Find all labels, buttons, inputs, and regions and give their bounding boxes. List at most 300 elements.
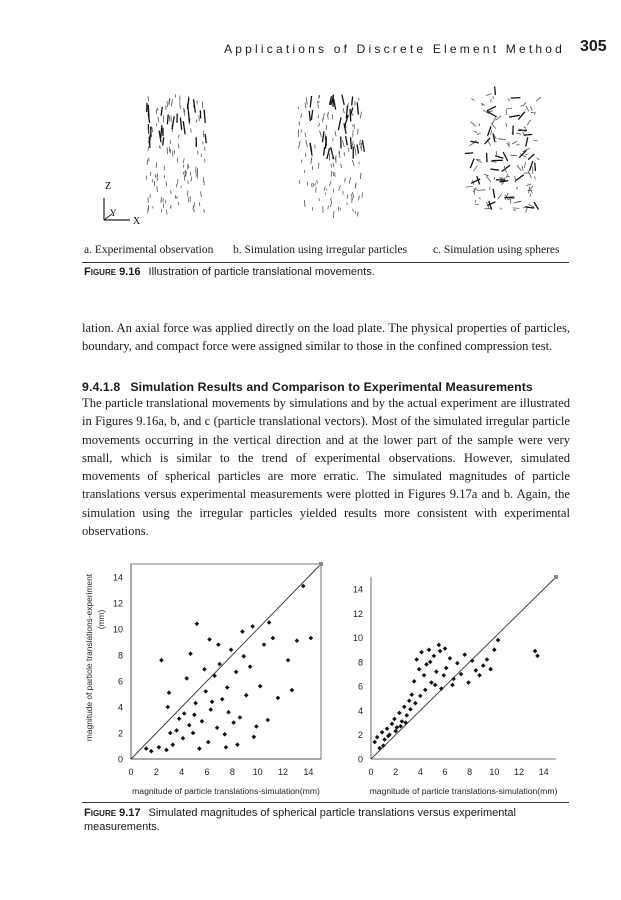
vector-arrow <box>170 140 171 144</box>
vector-arrow <box>148 147 149 151</box>
vector-arrow <box>317 180 318 183</box>
y-axis-title: magnitude of particle translations-experiment <box>84 573 94 742</box>
data-point <box>168 731 173 736</box>
vector-arrow <box>487 106 496 111</box>
vector-arrow <box>489 186 490 190</box>
y-axis-unit: (mm) <box>96 609 106 630</box>
vector-arrow <box>171 190 172 194</box>
figure-9-16-label: Figure 9.16 <box>84 266 141 278</box>
x-tick-label: 10 <box>489 767 500 777</box>
vector-arrow <box>358 196 359 201</box>
y-tick-label: 4 <box>357 705 363 716</box>
vector-arrow <box>194 202 195 207</box>
vector-arrow <box>301 130 302 133</box>
data-point <box>266 718 271 723</box>
vector-arrow <box>338 118 341 131</box>
vector-arrow <box>319 123 320 127</box>
vector-arrow <box>348 148 349 152</box>
vector-arrow <box>487 202 495 206</box>
vector-arrow <box>311 110 312 120</box>
vector-arrow <box>340 208 341 211</box>
data-point <box>455 661 460 666</box>
vector-arrow <box>342 140 344 147</box>
vector-arrow <box>196 119 197 122</box>
data-point <box>418 694 423 699</box>
data-point <box>437 643 442 648</box>
vector-arrow <box>511 98 521 99</box>
vector-arrow <box>155 174 156 178</box>
data-point <box>390 722 395 727</box>
data-point <box>149 749 154 754</box>
vector-arrow <box>466 187 473 188</box>
vector-arrow <box>524 135 533 136</box>
data-point <box>429 680 434 685</box>
x-axis-label: X <box>133 216 141 227</box>
y-tick-label: 2 <box>117 728 123 739</box>
vector-arrow <box>299 180 300 184</box>
data-point <box>496 638 501 643</box>
figure-9-16-rule <box>82 262 569 263</box>
vector-arrow <box>311 183 312 187</box>
data-point <box>267 620 272 625</box>
vector-arrow <box>530 106 532 111</box>
vector-arrow <box>170 149 171 153</box>
x-tick-label: 8 <box>229 767 235 777</box>
y-tick-label: 6 <box>117 676 123 687</box>
data-point <box>403 720 408 725</box>
vector-arrow <box>199 115 200 121</box>
data-point <box>262 642 267 647</box>
data-point <box>224 745 229 750</box>
data-point <box>195 622 200 627</box>
vector-arrow <box>189 113 190 123</box>
vector-arrow <box>335 131 336 137</box>
vector-arrow <box>148 105 149 117</box>
data-point <box>191 731 196 736</box>
vector-arrow <box>471 98 474 100</box>
vector-arrow <box>324 147 325 156</box>
data-point <box>258 684 263 689</box>
caption-b: b. Simulation using irregular particles <box>233 244 408 256</box>
section-heading <box>82 380 533 394</box>
x-tick-label: 2 <box>153 767 159 777</box>
vector-arrow <box>490 169 499 170</box>
y-axis-label: Y <box>110 208 117 218</box>
data-point <box>434 669 439 674</box>
vector-arrow <box>183 121 185 134</box>
vector-arrow <box>354 144 356 151</box>
vector-arrow <box>491 123 496 128</box>
data-point <box>535 654 540 659</box>
data-point <box>226 710 231 715</box>
data-point <box>433 683 438 688</box>
vector-arrow <box>351 137 352 149</box>
vector-arrow <box>346 136 348 145</box>
vector-arrow <box>333 172 334 176</box>
vector-arrow <box>524 126 526 128</box>
data-point <box>182 711 187 716</box>
data-point <box>385 726 390 731</box>
vector-arrow <box>156 162 157 168</box>
vector-arrow <box>180 117 181 130</box>
data-point <box>286 658 291 663</box>
vector-arrow <box>474 165 478 171</box>
vector-arrow <box>522 166 523 171</box>
vector-arrow <box>498 194 502 198</box>
vector-arrow <box>529 186 530 193</box>
figure-9-17-charts <box>0 555 621 805</box>
vector-arrow <box>520 105 524 106</box>
vector-arrow <box>343 108 344 113</box>
data-point <box>392 717 397 722</box>
data-point <box>215 726 220 731</box>
vector-arrow <box>161 197 162 203</box>
vector-arrow <box>486 94 492 96</box>
data-point <box>492 648 497 653</box>
vector-arrow <box>330 205 331 208</box>
x-tick-label: 14 <box>303 767 314 777</box>
y-tick-label: 10 <box>352 633 363 644</box>
vector-arrow <box>180 102 181 109</box>
vector-arrow <box>163 115 164 122</box>
vector-arrow <box>527 120 531 125</box>
vector-arrow <box>313 183 314 187</box>
data-point <box>422 673 427 678</box>
data-point <box>309 636 314 641</box>
figure-9-16-caption-text: Illustration of particle translational movements. <box>148 266 375 278</box>
reference-line-end <box>319 562 323 566</box>
figure-9-17-caption <box>84 806 554 834</box>
data-point <box>188 651 193 656</box>
data-point <box>200 719 205 724</box>
vector-arrow <box>475 200 476 203</box>
data-point <box>144 746 149 751</box>
vector-arrow <box>324 187 325 191</box>
vector-arrow <box>493 96 494 99</box>
vector-arrow <box>470 159 474 169</box>
vector-arrow <box>504 197 514 198</box>
vector-arrow <box>315 183 316 186</box>
panel-c-vectors <box>465 87 541 213</box>
panel-a-vectors <box>147 94 207 214</box>
y-tick-label: 14 <box>112 572 123 583</box>
vector-arrow <box>157 186 158 192</box>
data-point <box>238 715 243 720</box>
vector-arrow <box>360 112 361 119</box>
vector-arrow <box>298 141 300 149</box>
vector-arrow <box>516 175 524 181</box>
data-point <box>533 649 538 654</box>
vector-arrow <box>513 210 516 211</box>
vector-arrow <box>148 130 149 133</box>
x-tick-label: 6 <box>442 767 448 777</box>
vector-arrow <box>352 192 353 198</box>
data-point <box>485 657 490 662</box>
vector-arrow <box>355 211 356 214</box>
data-point <box>271 636 276 641</box>
y-tick-label: 14 <box>352 584 363 595</box>
vector-arrow <box>499 178 505 179</box>
data-point <box>225 685 230 690</box>
data-point <box>439 686 444 691</box>
x-axis-title: magnitude of particle translations-simulation(mm) <box>132 786 320 796</box>
data-point <box>157 745 162 750</box>
figure-9-16-illustrations <box>0 80 621 230</box>
vector-arrow <box>357 102 358 114</box>
data-point <box>229 648 234 653</box>
data-point <box>276 696 281 701</box>
data-point <box>448 656 453 661</box>
data-point <box>380 730 385 735</box>
data-point <box>159 658 164 663</box>
x-tick-label: 12 <box>513 767 525 777</box>
section-title: Simulation Results and Comparison to Experimental Measurements <box>130 380 533 394</box>
vector-arrow <box>495 156 503 159</box>
vector-arrow <box>172 116 174 129</box>
vector-arrow <box>331 198 332 201</box>
caption-c: c. Simulation using spheres <box>433 244 560 256</box>
vector-arrow <box>163 137 164 145</box>
vector-arrow <box>530 186 533 190</box>
vector-arrow <box>362 193 363 198</box>
data-point <box>202 667 207 672</box>
vector-arrow <box>304 200 305 207</box>
vector-arrow <box>530 161 533 171</box>
data-point <box>290 688 295 693</box>
data-point <box>231 720 236 725</box>
vector-arrow <box>524 162 526 168</box>
data-point <box>207 637 212 642</box>
vector-arrow <box>503 152 508 161</box>
vector-arrow <box>498 139 506 140</box>
data-point <box>414 657 419 662</box>
vector-arrow <box>478 190 486 191</box>
vector-arrow <box>353 209 354 212</box>
y-tick-label: 0 <box>357 754 363 765</box>
figure-9-17-rule <box>82 802 569 803</box>
vector-arrow <box>177 196 178 199</box>
vector-arrow <box>299 121 300 125</box>
vector-arrow <box>357 145 358 154</box>
data-point <box>413 701 418 706</box>
panel-b-vectors <box>298 95 364 218</box>
vector-arrow <box>183 164 184 167</box>
vector-arrow <box>347 194 348 198</box>
data-point <box>220 697 225 702</box>
vector-arrow <box>311 157 312 164</box>
vector-arrow <box>360 140 361 146</box>
vector-arrow <box>152 127 153 132</box>
vector-arrow <box>320 131 322 137</box>
data-point <box>244 693 249 698</box>
data-point <box>234 670 239 675</box>
vector-arrow <box>471 122 476 127</box>
vector-arrow <box>527 184 531 186</box>
vector-arrow <box>487 111 496 117</box>
reference-line <box>131 564 321 759</box>
vector-arrow <box>305 133 306 138</box>
vector-arrow <box>495 87 496 96</box>
vector-arrow <box>517 187 518 190</box>
data-point <box>423 688 428 693</box>
vector-arrow <box>534 112 535 115</box>
data-point <box>474 668 479 673</box>
data-point <box>417 667 422 672</box>
data-point <box>441 673 446 678</box>
vector-arrow <box>352 96 353 105</box>
caption-a: a. Experimental observation <box>84 244 214 256</box>
vector-arrow <box>477 133 481 135</box>
paragraph-1: lation. An axial force was applied directly on the load plate. The physical properties of particles, boundary, and compact force were assigned similar to those in the confined compression test. <box>82 321 570 354</box>
vector-arrow <box>356 151 357 156</box>
x-tick-label: 0 <box>368 767 374 777</box>
data-point <box>400 719 405 724</box>
data-point <box>167 690 172 695</box>
vector-arrow <box>516 144 519 145</box>
x-tick-label: 14 <box>538 767 549 777</box>
vector-arrow <box>184 175 185 181</box>
data-point <box>419 650 424 655</box>
data-point <box>165 705 170 710</box>
x-tick-label: 12 <box>277 767 289 777</box>
data-point <box>174 728 179 733</box>
data-point <box>428 660 433 665</box>
vector-arrow <box>301 113 302 118</box>
vector-arrow <box>475 140 477 141</box>
x-tick-label: 4 <box>417 767 423 777</box>
vector-arrow <box>362 140 364 152</box>
reference-line-end <box>554 575 558 579</box>
data-point <box>209 707 214 712</box>
data-point <box>404 713 409 718</box>
data-point <box>488 667 493 672</box>
data-point <box>427 648 432 653</box>
vector-arrow <box>166 210 167 215</box>
data-point <box>164 748 169 753</box>
x-tick-label: 10 <box>252 767 263 777</box>
data-point <box>408 707 413 712</box>
y-tick-label: 8 <box>117 650 123 661</box>
vector-arrow <box>191 177 192 182</box>
vector-arrow <box>500 208 502 210</box>
data-point <box>402 705 407 710</box>
vector-arrow <box>508 198 515 199</box>
data-point <box>252 735 257 740</box>
vector-arrow <box>306 140 308 147</box>
vector-arrow <box>166 181 167 186</box>
figure-9-17-label: Figure 9.17 <box>84 807 141 819</box>
vector-arrow <box>528 154 534 160</box>
vector-arrow <box>345 178 346 183</box>
y-tick-label: 2 <box>357 730 363 741</box>
data-point <box>451 677 456 682</box>
x-tick-label: 6 <box>204 767 210 777</box>
axis-triad <box>104 181 141 227</box>
vector-arrow <box>526 106 529 112</box>
data-point <box>250 624 255 629</box>
data-point <box>240 629 245 634</box>
data-point <box>466 680 471 685</box>
data-point <box>216 642 221 647</box>
vector-arrow <box>333 163 334 167</box>
data-point <box>206 740 211 745</box>
data-point <box>372 740 377 745</box>
vector-arrow <box>494 177 495 180</box>
vector-arrow <box>342 95 344 105</box>
vector-arrow <box>491 130 492 135</box>
vector-arrow <box>171 99 172 106</box>
data-point <box>181 736 186 741</box>
vector-arrow <box>318 101 319 109</box>
data-point <box>248 664 253 669</box>
vector-arrow <box>185 170 186 173</box>
vector-arrow <box>516 133 521 134</box>
figure-9-17-caption-text: Simulated magnitudes of spherical particle translations versus experimental measurements. <box>84 807 516 833</box>
y-tick-label: 4 <box>117 702 123 713</box>
data-point <box>443 646 448 651</box>
data-point <box>241 654 246 659</box>
vector-arrow <box>186 171 187 177</box>
vector-arrow <box>491 161 497 162</box>
vector-arrow <box>204 110 205 123</box>
vector-arrow <box>479 198 481 200</box>
vector-arrow <box>331 164 332 168</box>
data-point <box>192 713 197 718</box>
vector-arrow <box>148 197 149 202</box>
vector-arrow <box>327 148 330 159</box>
vector-arrow <box>510 155 517 156</box>
vector-arrow <box>187 98 189 109</box>
vector-arrow <box>178 144 179 149</box>
vector-arrow <box>167 115 168 125</box>
vector-arrow <box>506 123 507 127</box>
vector-arrow <box>535 163 536 171</box>
data-point <box>477 673 482 678</box>
vector-arrow <box>465 153 473 154</box>
data-point <box>171 742 176 747</box>
chart-spheres <box>353 575 558 796</box>
data-point <box>424 662 429 667</box>
vector-arrow <box>183 172 184 175</box>
y-tick-label: 0 <box>117 754 123 765</box>
vector-arrow <box>470 141 478 143</box>
x-tick-label: 8 <box>467 767 473 777</box>
page-number: 305 <box>580 38 607 55</box>
vector-arrow <box>193 206 194 211</box>
data-point <box>184 676 189 681</box>
vector-arrow <box>513 208 520 209</box>
vector-arrow <box>474 131 477 133</box>
data-point <box>197 746 202 751</box>
vector-arrow <box>158 117 159 123</box>
section-number: 9.4.1.8 <box>82 380 121 394</box>
vector-arrow <box>526 137 528 146</box>
vector-arrow <box>360 173 361 179</box>
data-point <box>409 692 414 697</box>
vector-arrow <box>347 203 348 205</box>
vector-arrow <box>305 103 306 109</box>
data-point <box>193 701 198 706</box>
data-point <box>481 663 486 668</box>
data-point <box>407 698 412 703</box>
chart-irregular <box>84 562 323 796</box>
vector-arrow <box>161 107 162 116</box>
vector-arrow <box>349 177 351 183</box>
y-tick-label: 10 <box>112 624 123 635</box>
data-point <box>395 725 400 730</box>
vector-arrow <box>341 164 342 168</box>
vector-arrow <box>507 176 510 177</box>
